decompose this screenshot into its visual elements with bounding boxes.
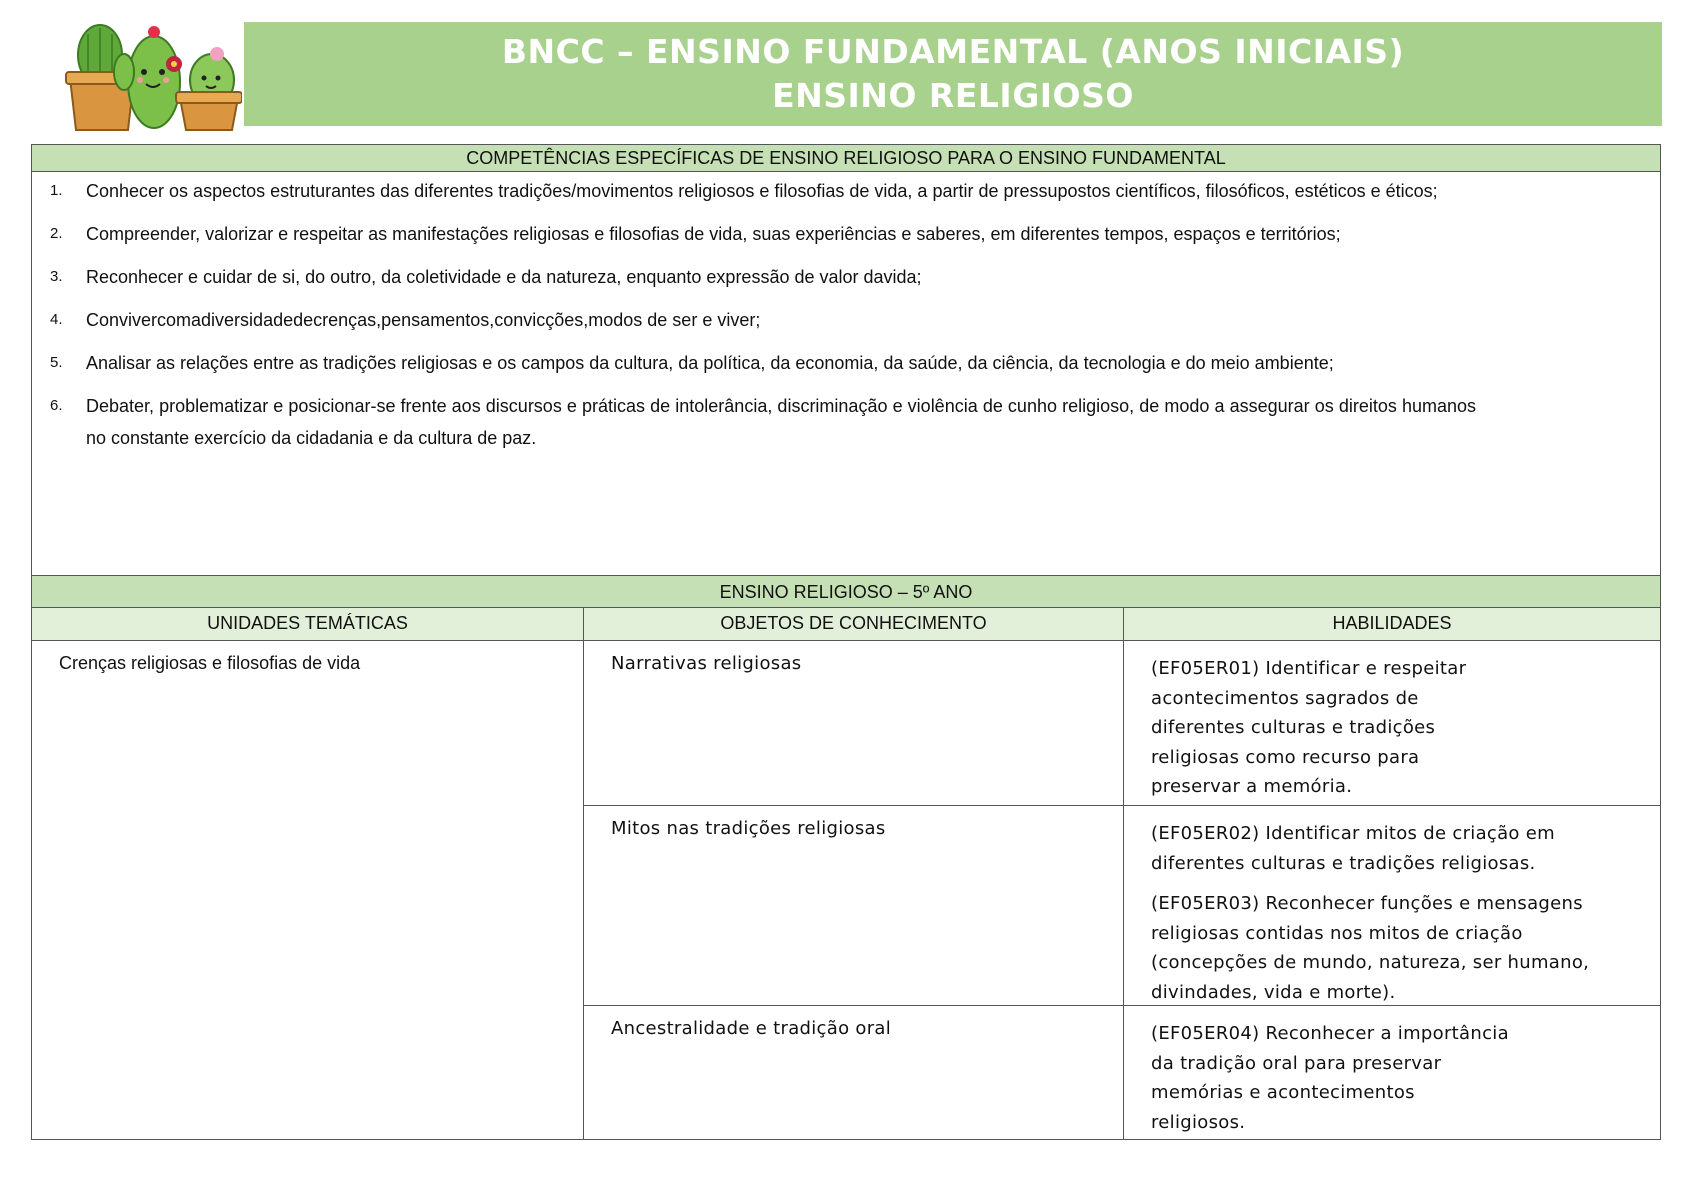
item-number: 1. (50, 182, 63, 199)
habilidade-text: (EF05ER02) Identificar mitos de criação em diferentes culturas e tradições religiosas. (1151, 823, 1555, 874)
list-item (32, 175, 1476, 207)
objeto-cell: Narrativas religiosas (584, 641, 1124, 805)
item-text: Reconhecer e cuidar de si, do outro, da coletividade e da natureza, enquanto expressão de valor davida; (86, 267, 922, 287)
item-number: 6. (50, 397, 63, 414)
item-number: 3. (50, 268, 63, 285)
habilidades-cell (1124, 641, 1660, 805)
page-title: BNCC – ENSINO FUNDAMENTAL (ANOS INICIAIS) (501, 32, 1405, 71)
title-banner (244, 22, 1662, 126)
competencias-section (31, 144, 1661, 576)
table-header-row (32, 608, 1660, 641)
column-header-objetos: OBJETOS DE CONHECIMENTO (584, 608, 1124, 640)
cactus-pots-icon (62, 10, 242, 135)
competencias-heading: COMPETÊNCIAS ESPECÍFICAS DE ENSINO RELIGIOSO PARA O ENSINO FUNDAMENTAL (32, 145, 1660, 172)
table-row (584, 641, 1660, 806)
list-item (32, 218, 1476, 250)
item-number: 2. (50, 225, 63, 242)
item-text: Convivercomadiversidadedecrenças,pensamentos,convicções,modos de ser e viver; (86, 310, 761, 330)
item-number: 4. (50, 311, 63, 328)
page-subtitle: ENSINO RELIGIOSO (772, 76, 1134, 115)
table-row (584, 806, 1660, 1006)
column-header-habilidades: HABILIDADES (1332, 613, 1452, 633)
item-text: Compreender, valorizar e respeitar as manifestações religiosas e filosofias de vida, suas experiências e saberes, em diferentes tempos, espaços e territórios; (86, 224, 1341, 244)
table-body (32, 641, 1660, 1139)
unidade-tematica-cell: Crenças religiosas e filosofias de vida (32, 641, 584, 1139)
habilidades-cell (1124, 1006, 1660, 1139)
objeto-cell: Ancestralidade e tradição oral (584, 1006, 1124, 1139)
list-item (32, 390, 1476, 454)
habilidade-text: (EF05ER01) Identificar e respeitar acontecimentos sagrados de diferentes culturas e tradições religiosas como recurso para preservar a memória. (1151, 658, 1467, 797)
objeto-cell: Mitos nas tradições religiosas (584, 806, 1124, 1005)
habilidade-text: (EF05ER04) Reconhecer a importância da tradição oral para preservar memórias e acontecimentos religiosos. (1151, 1023, 1509, 1133)
table-row (584, 1006, 1660, 1139)
column-header-unidades: UNIDADES TEMÁTICAS (32, 608, 584, 640)
item-text: Conhecer os aspectos estruturantes das diferentes tradições/movimentos religiosos e filosofias de vida, a partir de pressupostos científicos, filosóficos, estéticos e éticos; (86, 181, 1438, 201)
habilidades-cell (1124, 806, 1660, 1005)
item-number: 5. (50, 354, 63, 371)
list-item (32, 347, 1476, 379)
item-text: Debater, problematizar e posicionar-se frente aos discursos e práticas de intolerância, discriminação e violência de cunho religioso, de modo a assegurar os direitos humanos no constante exercício da cidadania e da cultura de paz. (86, 396, 1476, 448)
ano-table (31, 576, 1661, 1140)
item-text: Analisar as relações entre as tradições religiosas e os campos da cultura, da política, da economia, da saúde, da ciência, da tecnologia e do meio ambiente; (86, 353, 1334, 373)
ano-heading: ENSINO RELIGIOSO – 5º ANO (32, 576, 1660, 608)
objetos-habilidades (584, 641, 1660, 1139)
competencias-list (32, 172, 1660, 454)
list-item (32, 261, 1476, 293)
habilidade-text: (EF05ER03) Reconhecer funções e mensagens religiosas contidas nos mitos de criação (concepções de mundo, natureza, ser humano, divindades, vida e morte). (1151, 893, 1590, 1003)
list-item (32, 304, 1476, 336)
